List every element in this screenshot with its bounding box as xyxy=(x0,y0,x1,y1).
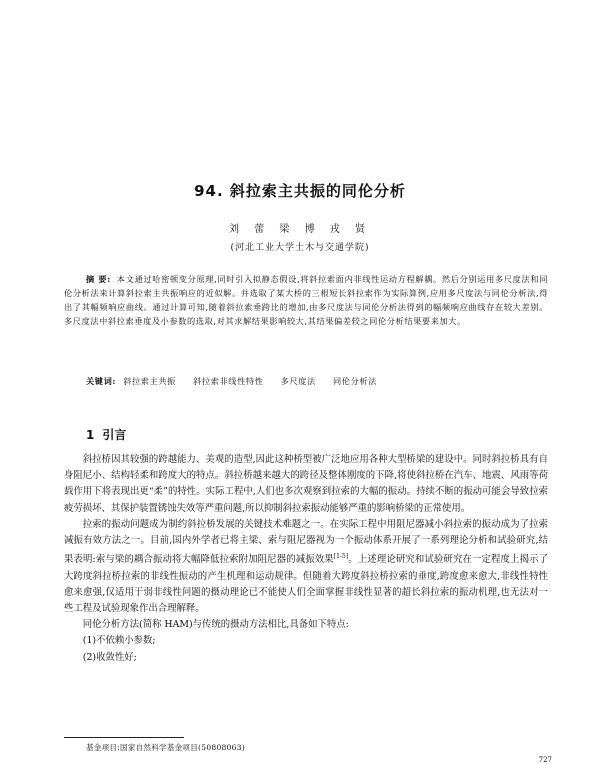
footnote: 基金项目:国家自然科学基金项目(50808063) xyxy=(86,743,246,752)
keyword-item: 同伦分析法 xyxy=(333,376,377,386)
keyword-item: 多尺度法 xyxy=(280,376,316,386)
section-title: 引言 xyxy=(102,428,127,442)
authors: 刘 蕾 梁 博 戎 贤 xyxy=(229,224,371,235)
affiliation: (河北工业大学土木与交通学院) xyxy=(230,243,370,253)
section-number: 1 xyxy=(86,428,95,442)
section-heading xyxy=(86,426,126,443)
paragraph-2-part-a: 拉索的振动问题成为制约斜拉桥发展的关键技术难题之一。在实际工程中用阻尼器减小斜拉索的振动成为了拉索减振有效方法之一。目前,国内外学者已将主梁、索与阻尼器视为一个振动体系开展了一系列理论分析和试验研究,结果表明:索与梁的耦合振动将大幅降低拉索附加阻尼器的减振效果 xyxy=(64,518,548,566)
keyword-item: 斜拉索非线性特性 xyxy=(193,376,264,386)
page-number: 727 xyxy=(538,756,552,764)
paragraph-2 xyxy=(64,517,548,617)
footnote-divider xyxy=(64,737,184,738)
paragraph-3: 同伦分析方法(简称 HAM)与传统的摄动方法相比,具备如下特点: xyxy=(82,619,349,631)
citation-ref: [1-5] xyxy=(333,553,349,561)
list-item-1: (1)不依赖小参数; xyxy=(82,635,156,647)
abstract-label: 摘 要: xyxy=(86,274,111,284)
paper-title: 94. 斜拉索主共振的同伦分析 xyxy=(194,182,406,200)
keywords xyxy=(86,376,546,387)
body-text xyxy=(64,452,548,666)
keywords-label: 关键词: xyxy=(86,376,116,386)
paragraph-2-part-b: 。上述理论研究和试验研究在一定程度上揭示了大跨度斜拉桥拉索的非线性振动的产生机理和运动规律。但随着大跨度斜拉桥拉索的垂度,跨度愈来愈大,非线性特性愈来愈强,仅适用于弱非线性问题的摄动理论已不能使人们全面掌握非线性显著的超长斜拉索的振动机理,也无法对一些工程及试验现象作出合理解释。 xyxy=(64,554,548,614)
abstract xyxy=(64,272,548,328)
abstract-text: 本文通过哈密顿变分原理,同时引入拟静态假设,将斜拉索面内非线性运动方程解耦。然后分别运用多尺度法和同伦分析法来计算斜拉索主共振响应的近似解。并选取了某大桥的三根短长斜拉索作为实际算例,应用多尺度法与同伦分析法,得出了其幅频响应曲线。通过计算可知,随着斜拉索垂跨比的增加,由多尺度法与同伦分析法得到的幅频响应曲线存在较大差别。多尺度法中斜拉索垂度及小参数的选取,对其求解结果影响较大,其结果偏差较之同伦分析结果要来加大。 xyxy=(64,274,548,326)
paragraph-1: 斜拉桥因其较强的跨越能力、美观的造型,因此这种桥型被广泛地应用各种大型桥梁的建设中。同时斜拉桥具有自身阻尼小、结构轻柔和跨度大的特点。斜拉桥越来越大的跨径及整体刚度的下降,将使斜拉桥在汽车、地震、风雨等荷载作用下将表现出更“柔”的特性。实际工程中,人们也多次观察到拉索的大幅的振动。持续不断的振动可能会导致拉索疲劳损坏、其保护装置锈蚀失效等严重问题,所以抑制斜拉索振动能够严重的影响桥梁的正常使用。 xyxy=(64,454,548,514)
list-item-2: (2)收敛性好; xyxy=(82,651,137,663)
keyword-item: 斜拉索主共振 xyxy=(123,376,176,386)
